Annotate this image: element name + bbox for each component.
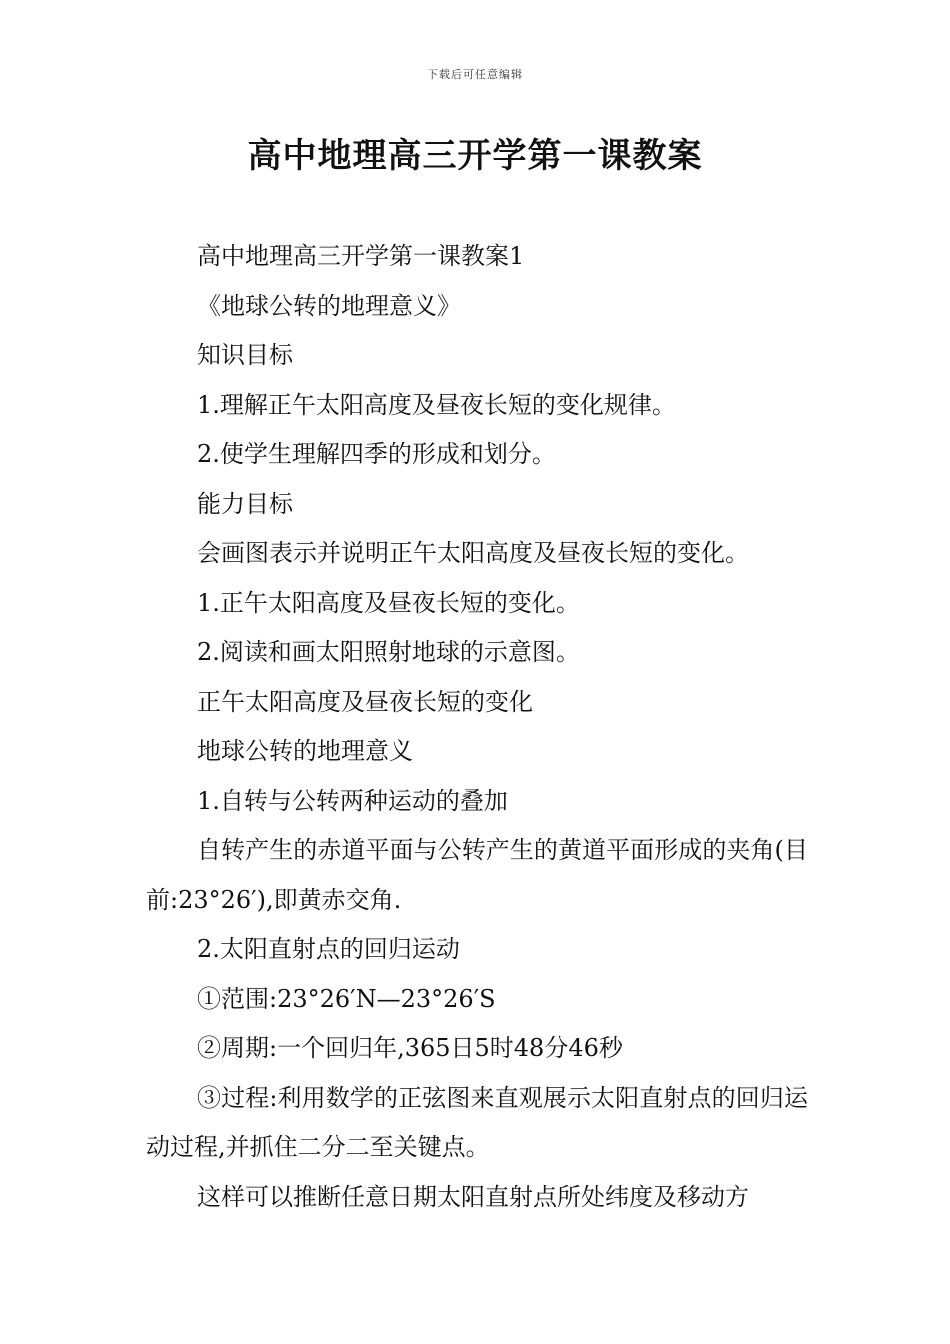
paragraph-process: ③过程:利用数学的正弦图来直观展示太阳直射点的回归运动过程,并抓住二分二至关键点。 xyxy=(146,1083,808,1161)
paragraph-topic: 地球公转的地理意义 xyxy=(197,737,413,765)
paragraph-ability-goal: 会画图表示并说明正午太阳高度及昼夜长短的变化。 xyxy=(197,539,749,567)
paragraph-key-point-1: 1.正午太阳高度及昼夜长短的变化。 xyxy=(197,588,580,617)
paragraph-lesson-title: 《地球公转的地理意义》 xyxy=(197,291,461,320)
paragraph-key-point-2: 2.阅读和画太阳照射地球的示意图。 xyxy=(197,638,580,666)
document-body xyxy=(146,232,808,1222)
header-note: 下载后可任意编辑 xyxy=(427,68,523,81)
paragraph-knowledge-goal-2: 2.使学生理解四季的形成和划分。 xyxy=(197,440,556,468)
paragraph-knowledge-goal-1: 1.理解正午太阳高度及昼夜长短的变化规律。 xyxy=(197,390,676,419)
paragraph-ability-goals-heading: 能力目标 xyxy=(197,489,293,518)
paragraph-range: ①范围:23°26′N—23°26′S xyxy=(197,984,496,1013)
document-title: 高中地理高三开学第一课教案 xyxy=(247,136,703,176)
paragraph-point-2: 2.太阳直射点的回归运动 xyxy=(197,935,460,963)
paragraph-inference: 这样可以推断任意日期太阳直射点所处纬度及移动方 xyxy=(197,1182,749,1211)
paragraph-difficulty: 正午太阳高度及昼夜长短的变化 xyxy=(197,687,533,716)
paragraph-section-heading: 高中地理高三开学第一课教案1 xyxy=(197,242,525,270)
paragraph-knowledge-goals-heading: 知识目标 xyxy=(197,341,293,369)
paragraph-point-1: 1.自转与公转两种运动的叠加 xyxy=(197,786,508,815)
paragraph-period: ②周期:一个回归年,365日5时48分46秒 xyxy=(197,1034,623,1062)
paragraph-obliquity: 自转产生的赤道平面与公转产生的黄道平面形成的夹角(目前:23°26′),即黄赤交角. xyxy=(146,836,808,914)
